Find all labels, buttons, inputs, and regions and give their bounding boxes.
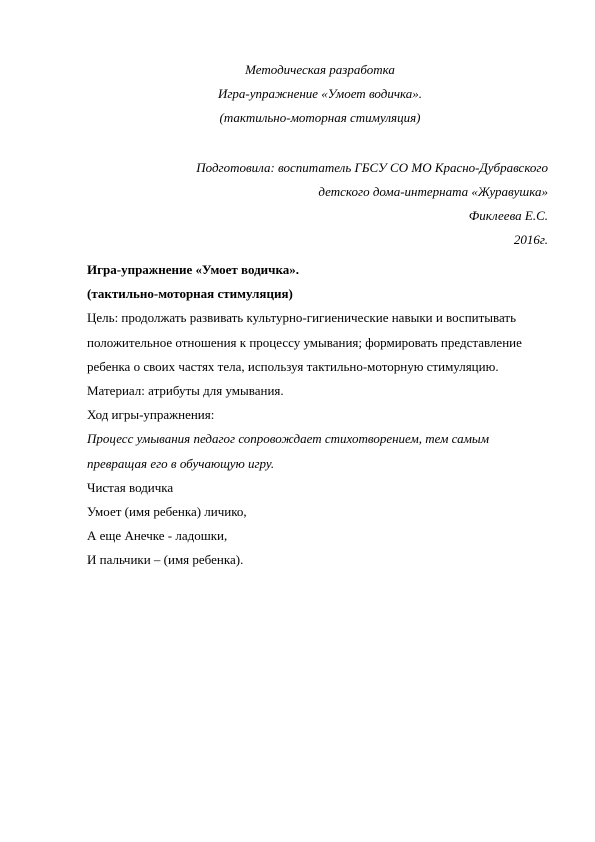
poem-line-1: Чистая водичка — [87, 479, 174, 495]
body-title: Игра-упражнение «Умоет водичка». — [87, 262, 300, 277]
author-line-1: Подготовила: воспитатель ГБСУ СО МО Красно-Дубравского — [196, 160, 548, 175]
goal-line-1: Цель: продолжать развивать культурно-гигиенические навыки и воспитывать — [87, 310, 517, 326]
material-line: Материал: атрибуты для умывания. — [87, 383, 284, 399]
poem-line-3: А еще Анечке - ладошки, — [87, 528, 228, 544]
poem-line-4: И пальчики – (имя ребенка). — [87, 552, 244, 568]
author-name: Фиклеева Е.С. — [468, 208, 548, 223]
goal-line-3: ребенка о своих частях тела, используя тактильно-моторную стимуляцию. — [87, 358, 499, 374]
header-line-2: Игра-упражнение «Умоет водичка». — [217, 86, 423, 101]
course-line: Ход игры-упражнения: — [87, 407, 215, 423]
process-line-2: превращая его в обучающую игру. — [87, 455, 275, 471]
author-year: 2016г. — [513, 232, 548, 247]
author-block — [88, 156, 548, 252]
document-header — [0, 58, 595, 130]
header-line-1: Методическая разработка — [245, 62, 395, 77]
body-subtitle: (тактильно-моторная стимуляция) — [87, 286, 293, 302]
goal-line-2: положительное отношения к процессу умывания; формировать представление — [87, 334, 522, 350]
document-body — [87, 258, 557, 573]
poem-line-2: Умоет (имя ребенка) личико, — [87, 504, 247, 520]
author-line-2: детского дома-интерната «Журавушка» — [318, 184, 548, 199]
header-line-3: (тактильно-моторная стимуляция) — [219, 110, 421, 125]
process-line-1: Процесс умывания педагог сопровождает стихотворением, тем самым — [87, 431, 489, 447]
